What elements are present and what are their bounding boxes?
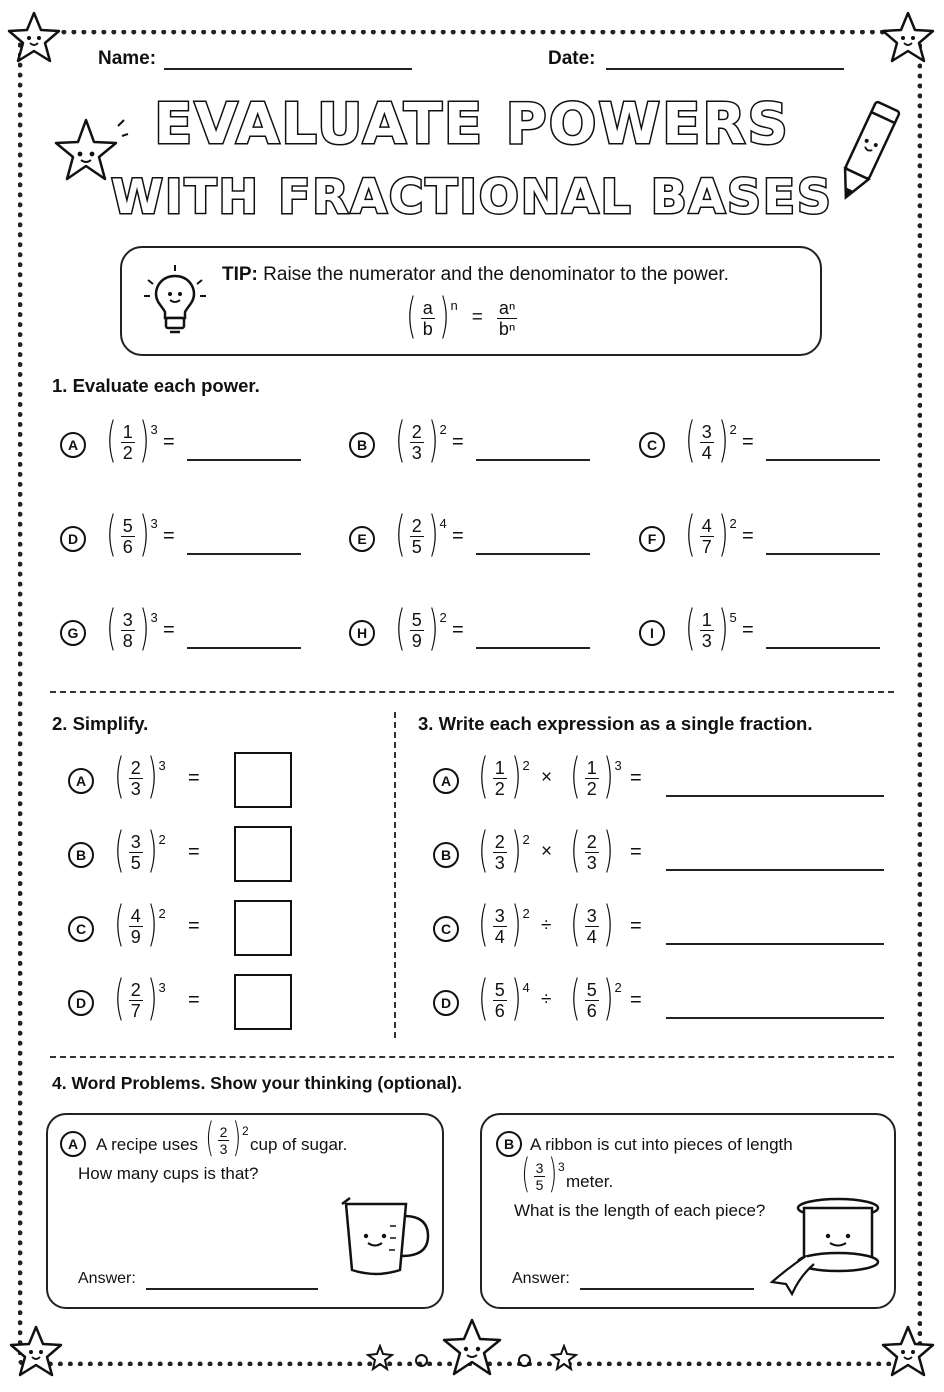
fraction: [700, 610, 714, 651]
operator: ÷: [541, 915, 552, 936]
fraction: [129, 906, 143, 947]
tip-label: TIP:: [222, 264, 258, 285]
letter-badge: B: [433, 842, 459, 868]
letter-badge: B: [349, 432, 375, 458]
numerator: 2: [411, 515, 422, 536]
paren: (: [478, 896, 489, 952]
equals-sign: =: [630, 989, 642, 1011]
paren: (: [685, 600, 696, 656]
denominator: 2: [586, 778, 597, 799]
answer-field[interactable]: [666, 795, 884, 797]
power-expression: [566, 970, 622, 1026]
letter-badge: D: [433, 990, 459, 1016]
equals-sign: =: [163, 619, 175, 641]
equals-sign: =: [452, 525, 464, 547]
paren: (: [114, 748, 125, 804]
letter-badge: E: [349, 526, 375, 552]
exponent: 2: [158, 906, 166, 921]
paren: (: [478, 822, 489, 878]
answer-field[interactable]: [476, 459, 590, 461]
dot-icon: [518, 1354, 531, 1367]
small-star-icon: [550, 1344, 578, 1372]
section3-heading: 3. Write each expression as a single fraction.: [418, 713, 813, 734]
power-expression: [102, 506, 158, 562]
paren: (: [114, 896, 125, 952]
paren: ): [510, 896, 522, 952]
equals-sign: =: [163, 431, 175, 453]
wp-a-fraction: ( $\frac{2}{3}$ ) 2: [205, 1115, 249, 1161]
paren: (: [478, 970, 489, 1026]
denominator: 9: [130, 926, 141, 947]
star-icon: [440, 1316, 504, 1380]
fraction: [129, 758, 143, 799]
tip-formula: ( $\frac{a}{b}$ ) n = $\frac{\text{aⁿ}}{\text{bⁿ}}$: [406, 288, 516, 344]
fraction: [700, 422, 714, 463]
paren: ): [146, 822, 158, 878]
letter-badge: C: [639, 432, 665, 458]
exponent: 3: [150, 610, 158, 625]
numerator: 2: [130, 979, 141, 1000]
paren: ): [510, 822, 522, 878]
equals-sign: =: [188, 841, 200, 863]
answer-field[interactable]: [476, 647, 590, 649]
equals-sign: =: [742, 431, 754, 453]
name-field[interactable]: [164, 68, 412, 70]
paren: ): [138, 412, 150, 468]
star-icon: [880, 10, 936, 66]
paren: (: [570, 970, 581, 1026]
section4-heading: 4. Word Problems. Show your thinking (optional).: [52, 1073, 462, 1093]
power-expression: [110, 896, 166, 952]
equals-sign: =: [188, 767, 200, 789]
denominator: 5: [130, 852, 141, 873]
answer-field[interactable]: [666, 869, 884, 871]
wp-a-text3: How many cups is that?: [78, 1164, 259, 1183]
power-expression: [474, 748, 530, 804]
exponent: 3: [614, 758, 622, 773]
section1-heading: 1. Evaluate each power.: [52, 375, 260, 396]
wp-a-text1: A recipe uses: [96, 1135, 199, 1154]
letter-badge: F: [639, 526, 665, 552]
ribbon-spool-icon: [766, 1196, 888, 1296]
exponent: 2: [522, 758, 530, 773]
fraction: [493, 980, 507, 1021]
paren: ): [602, 822, 614, 878]
equals-sign: =: [630, 767, 642, 789]
small-star-icon: [366, 1344, 394, 1372]
fraction: [585, 832, 599, 873]
exponent: 2: [439, 422, 447, 437]
paren: (: [395, 600, 406, 656]
equals-sign: =: [188, 989, 200, 1011]
divider: [394, 712, 396, 1038]
operator: ÷: [541, 989, 552, 1010]
paren: (: [570, 748, 581, 804]
paren: ): [717, 506, 729, 562]
fraction: [129, 980, 143, 1021]
numerator: 2: [494, 831, 505, 852]
paren: (: [114, 822, 125, 878]
fraction: [493, 832, 507, 873]
exponent: 2: [158, 832, 166, 847]
fraction: [121, 610, 135, 651]
numerator: 5: [122, 515, 133, 536]
star-icon: [46, 112, 130, 192]
paren: (: [685, 412, 696, 468]
paren: ): [138, 600, 150, 656]
denominator: 7: [701, 536, 712, 557]
denominator: 3: [701, 630, 712, 651]
star-icon: [6, 10, 62, 66]
wp-b-text3: What is the length of each piece?: [514, 1201, 766, 1220]
power-expression: [566, 748, 622, 804]
exponent: 3: [158, 980, 166, 995]
numerator: 3: [130, 831, 141, 852]
equals-sign: =: [452, 619, 464, 641]
fraction: [585, 980, 599, 1021]
denominator: 3: [494, 852, 505, 873]
exponent: 2: [522, 832, 530, 847]
equals-sign: =: [163, 525, 175, 547]
letter-badge: A: [68, 768, 94, 794]
equals-sign: =: [742, 525, 754, 547]
numerator: 4: [130, 905, 141, 926]
power-expression: [102, 600, 158, 656]
answer-field[interactable]: [766, 553, 880, 555]
date-field[interactable]: [606, 68, 844, 70]
paren: (: [114, 970, 125, 1026]
letter-badge: C: [433, 916, 459, 942]
numerator: 2: [586, 831, 597, 852]
paren: ): [146, 748, 158, 804]
denominator: 6: [122, 536, 133, 557]
denominator: 2: [122, 442, 133, 463]
answer-box[interactable]: [234, 826, 292, 882]
denominator: 3: [586, 852, 597, 873]
answer-box[interactable]: [234, 900, 292, 956]
letter-badge: D: [60, 526, 86, 552]
exponent: 3: [150, 516, 158, 531]
exponent: 2: [729, 422, 737, 437]
pencil-icon: [822, 92, 912, 212]
denominator: 6: [494, 1000, 505, 1021]
fraction: [121, 422, 135, 463]
paren: ): [427, 506, 439, 562]
power-expression: [566, 822, 614, 878]
fraction: [585, 758, 599, 799]
paren: ): [717, 412, 729, 468]
denominator: 4: [586, 926, 597, 947]
power-expression: [391, 412, 447, 468]
denominator: 3: [411, 442, 422, 463]
power-expression: [566, 896, 614, 952]
numerator: 3: [494, 905, 505, 926]
operator: ×: [541, 767, 553, 788]
equals-sign: =: [188, 915, 200, 937]
answer-field[interactable]: [187, 553, 301, 555]
tip-text: [222, 264, 729, 286]
star-icon: [880, 1324, 936, 1380]
numerator: 1: [494, 757, 505, 778]
numerator: 1: [586, 757, 597, 778]
fraction: [121, 516, 135, 557]
power-expression: [110, 822, 166, 878]
numerator: 2: [130, 757, 141, 778]
power-expression: [102, 412, 158, 468]
fraction: [410, 610, 424, 651]
letter-badge: I: [639, 620, 665, 646]
letter-badge: A: [60, 1131, 86, 1157]
letter-badge: B: [68, 842, 94, 868]
power-expression: [474, 822, 530, 878]
paren: ): [427, 600, 439, 656]
equals-sign: =: [452, 431, 464, 453]
answer-field[interactable]: [187, 459, 301, 461]
letter-badge: B: [496, 1131, 522, 1157]
lightbulb-icon: [140, 262, 210, 338]
answer-box[interactable]: [234, 752, 292, 808]
paren: (: [395, 412, 406, 468]
paren: ): [602, 896, 614, 952]
power-expression: [391, 600, 447, 656]
numerator: 2: [411, 421, 422, 442]
numerator: 5: [586, 979, 597, 1000]
paren: ): [602, 970, 614, 1026]
letter-badge: A: [60, 432, 86, 458]
exponent: 4: [439, 516, 447, 531]
equals-sign: =: [742, 619, 754, 641]
paren: ): [717, 600, 729, 656]
numerator: 3: [122, 609, 133, 630]
numerator: 3: [701, 421, 712, 442]
wp-a-answer-field[interactable]: [146, 1288, 318, 1290]
numerator: 5: [411, 609, 422, 630]
exponent: 3: [150, 422, 158, 437]
denominator: 4: [494, 926, 505, 947]
numerator: 3: [586, 905, 597, 926]
measuring-cup-icon: [336, 1196, 438, 1280]
dot-icon: [415, 1354, 428, 1367]
exponent: 2: [729, 516, 737, 531]
exponent: 3: [158, 758, 166, 773]
denominator: 8: [122, 630, 133, 651]
wp-b-text2: meter.: [566, 1172, 614, 1191]
letter-badge: G: [60, 620, 86, 646]
paren: ): [427, 412, 439, 468]
answer-box[interactable]: [234, 974, 292, 1030]
wp-a-text2: cup of sugar.: [250, 1135, 348, 1154]
paren: ): [510, 970, 522, 1026]
paren: (: [570, 896, 581, 952]
divider: [50, 1056, 894, 1058]
paren: (: [106, 412, 117, 468]
page-title: EVALUATE POWERS: [154, 92, 790, 157]
fraction: [129, 832, 143, 873]
wp-b-fraction: ( $\frac{3}{5}$ ) 3: [521, 1151, 565, 1197]
paren: (: [478, 748, 489, 804]
letter-badge: A: [433, 768, 459, 794]
paren: (: [106, 506, 117, 562]
exponent: 4: [522, 980, 530, 995]
answer-field[interactable]: [766, 647, 880, 649]
power-expression: [681, 412, 737, 468]
answer-field[interactable]: [666, 1017, 884, 1019]
wp-b-answer-label: Answer:: [512, 1270, 570, 1287]
wp-b-answer-field[interactable]: [580, 1288, 754, 1290]
paren: (: [395, 506, 406, 562]
numerator: 1: [122, 421, 133, 442]
fraction: [585, 906, 599, 947]
denominator: 4: [701, 442, 712, 463]
power-expression: [474, 896, 530, 952]
numerator: 4: [701, 515, 712, 536]
wp-b-text1: A ribbon is cut into pieces of length: [530, 1135, 793, 1154]
paren: ): [146, 896, 158, 952]
page-subtitle: WITH FRACTIONAL BASES: [111, 170, 833, 225]
date-label: Date:: [548, 48, 596, 69]
power-expression: [681, 506, 737, 562]
answer-field[interactable]: [666, 943, 884, 945]
paren: ): [146, 970, 158, 1026]
divider: [50, 691, 894, 693]
exponent: 2: [439, 610, 447, 625]
name-label: Name:: [98, 48, 157, 69]
wp-a-answer-label: Answer:: [78, 1270, 136, 1287]
answer-field[interactable]: [187, 647, 301, 649]
fraction: [493, 758, 507, 799]
numerator: 5: [494, 979, 505, 1000]
denominator: 5: [411, 536, 422, 557]
section2-heading: 2. Simplify.: [52, 713, 149, 734]
exponent: 5: [729, 610, 737, 625]
equals-sign: =: [630, 841, 642, 863]
denominator: 2: [494, 778, 505, 799]
paren: ): [510, 748, 522, 804]
answer-field[interactable]: [766, 459, 880, 461]
power-expression: [110, 748, 166, 804]
fraction: [410, 516, 424, 557]
equals-sign: =: [630, 915, 642, 937]
paren: ): [138, 506, 150, 562]
letter-badge: C: [68, 916, 94, 942]
answer-field[interactable]: [476, 553, 590, 555]
power-expression: [681, 600, 737, 656]
numerator: 1: [701, 609, 712, 630]
power-expression: [110, 970, 166, 1026]
star-icon: [8, 1324, 64, 1380]
fraction: [493, 906, 507, 947]
exponent: 2: [614, 980, 622, 995]
power-expression: [391, 506, 447, 562]
exponent: 2: [522, 906, 530, 921]
denominator: 9: [411, 630, 422, 651]
letter-badge: H: [349, 620, 375, 646]
operator: ×: [541, 841, 553, 862]
paren: (: [106, 600, 117, 656]
paren: (: [570, 822, 581, 878]
letter-badge: D: [68, 990, 94, 1016]
tip-body: Raise the numerator and the denominator to the power.: [263, 264, 729, 285]
fraction: [700, 516, 714, 557]
paren: (: [685, 506, 696, 562]
fraction: [410, 422, 424, 463]
denominator: 3: [130, 778, 141, 799]
denominator: 6: [586, 1000, 597, 1021]
paren: ): [602, 748, 614, 804]
denominator: 7: [130, 1000, 141, 1021]
power-expression: [474, 970, 530, 1026]
